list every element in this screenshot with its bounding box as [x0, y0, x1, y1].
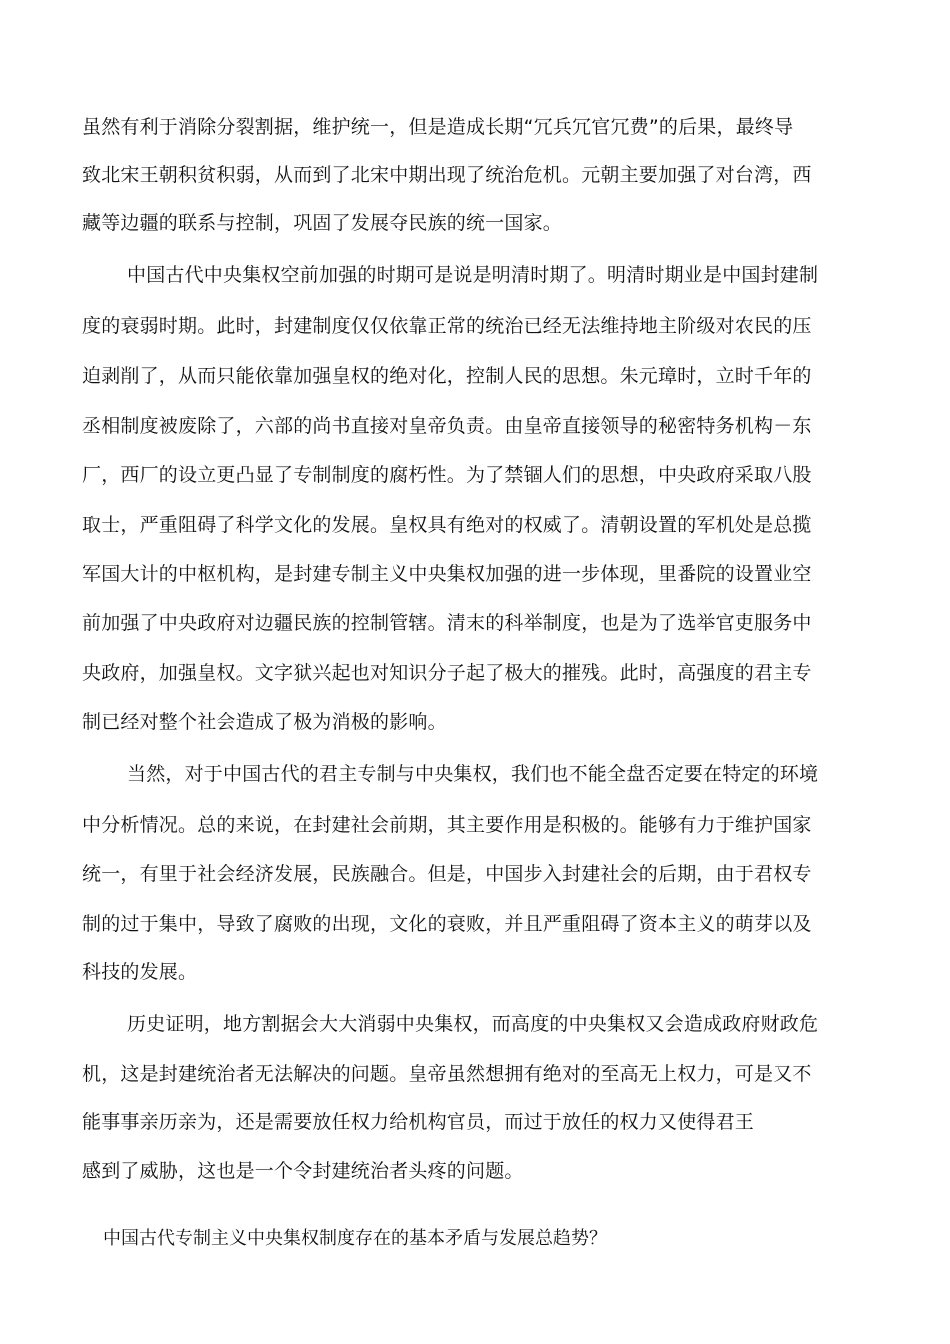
text-line: 度的衰弱时期。此时，封建制度仅仅依靠正常的统治已经无法维持地主阶级对农民的压	[82, 315, 812, 337]
text-line: 统一，有里于社会经济发展，民族融合。但是，中国步入封建社会的后期，由于君权专	[82, 863, 812, 885]
text-line: 取士，严重阻碍了科学文化的发展。皇权具有绝对的权威了。清朝设置的军机处是总揽	[82, 514, 812, 536]
text-line: 当然，对于中国古代的君主专制与中央集权，我们也不能全盘否定要在特定的环境	[127, 763, 819, 785]
text-line: 丞相制度被废除了，六部的尚书直接对皇帝负责。由皇帝直接领导的秘密特务机构－东	[82, 415, 812, 437]
text-line: 机，这是封建统治者无法解决的问题。皇帝虽然想拥有绝对的至高无上权力，可是又不	[82, 1063, 812, 1085]
text-line: 中分析情况。总的来说，在封建社会前期，其主要作用是积极的。能够有力于维护国家	[82, 814, 812, 836]
text-line: 央政府，加强皇权。文字狱兴起也对知识分子起了极大的摧残。此时，高强度的君主专	[82, 662, 812, 684]
text-line: 军国大计的中枢机构，是封建专制主义中央集权加强的进一步体现，里番院的设置业空	[82, 563, 812, 585]
text-line: 藏等边疆的联系与控制，巩固了发展夺民族的统一国家。	[82, 212, 563, 234]
text-line: 能事事亲历亲为，还是需要放任权力给机构官员，而过于放任的权力又使得君王	[82, 1111, 755, 1133]
text-line: 中国古代中央集权空前加强的时期可是说是明清时期了。明清时期业是中国封建制	[127, 264, 819, 286]
text-line: 制的过于集中，导致了腐败的出现，文化的衰败，并且严重阻碍了资本主义的萌芽以及	[82, 913, 812, 935]
question-heading: 中国古代专制主义中央集权制度存在的基本矛盾与发展总趋势？	[103, 1228, 607, 1249]
text-line: 前加强了中央政府对边疆民族的控制管辖。清末的科举制度，也是为了选举官吏服务中	[82, 612, 812, 634]
text-line: 厂，西厂的设立更凸显了专制制度的腐朽性。为了禁锢人们的思想，中央政府采取八股	[82, 464, 812, 486]
text-line: 虽然有利于消除分裂割据，维护统一，但是造成长期“冗兵冗官冗费”的后果，最终导	[82, 116, 794, 138]
text-line: 制已经对整个社会造成了极为消极的影响。	[82, 711, 447, 733]
text-line: 感到了威胁，这也是一个令封建统治者头疼的问题。	[82, 1160, 524, 1182]
text-line: 科技的发展。	[82, 961, 198, 983]
text-line: 迫剥削了，从而只能依靠加强皇权的绝对化，控制人民的思想。朱元璋时，立时千年的	[82, 365, 812, 387]
text-line: 致北宋王朝积贫积弱，从而到了北宋中期出现了统治危机。元朝主要加强了对台湾，西	[82, 164, 812, 186]
text-line: 历史证明，地方割据会大大消弱中央集权，而高度的中央集权又会造成政府财政危	[127, 1013, 819, 1035]
